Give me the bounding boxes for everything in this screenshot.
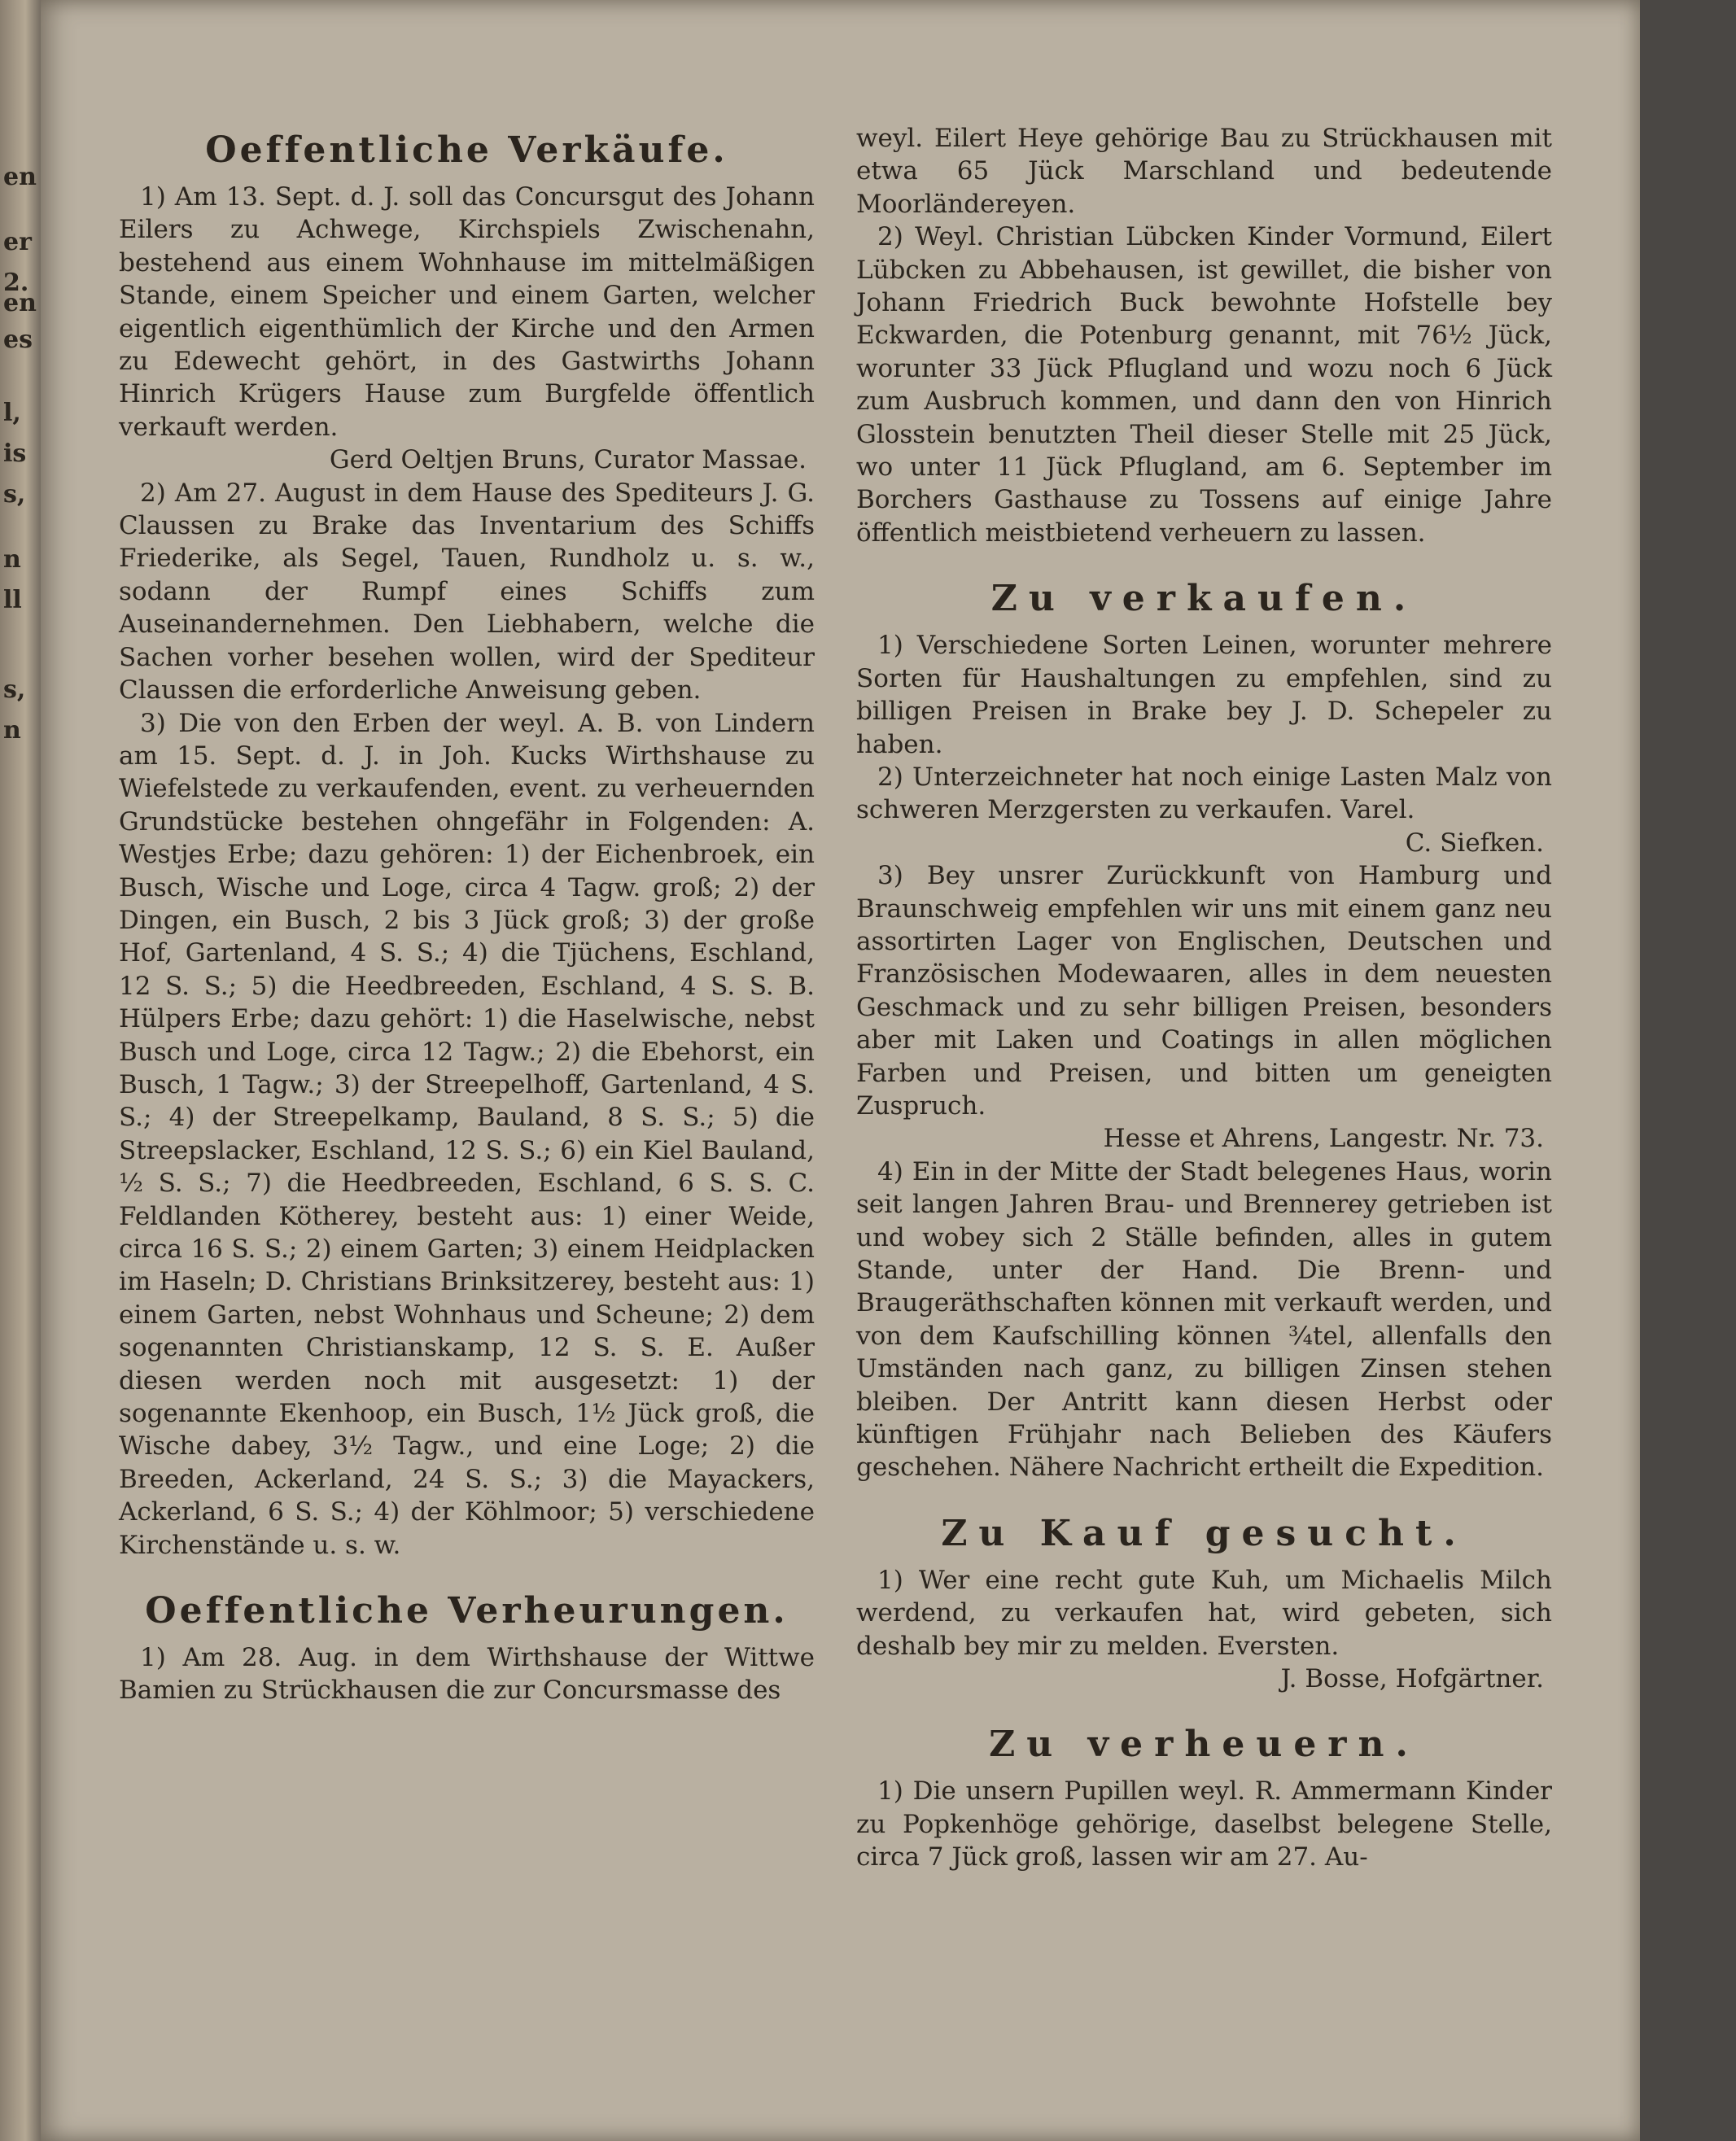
- notice-signature: Gerd Oeltjen Bruns, Curator Massae.: [329, 445, 807, 475]
- left-column: [119, 122, 815, 1707]
- margin-fragment: en: [3, 289, 37, 317]
- margin-fragment: es: [3, 326, 33, 354]
- section-heading-public-rentals: Oeffentliche Verheurungen.: [145, 1590, 789, 1632]
- margin-fragment: en: [3, 163, 37, 191]
- notice-sale-3: 3) Die von den Erben der weyl. A. B. von Lindern am 15. Sept. d. J. in Joh. Kucks Wirthshause zu Wiefelstede zu verkaufenden, event. zu verheuernden Grundstücke bestehen ohngefähr in Folgenden: A. Westjes Erbe; dazu gehören: 1) der Eichenbroek, ein Busch, Wische und Loge, circa 4 Tagw. groß; 2) der Dingen, ein Busch, 2 bis 3 Jück groß; 3) der große Hof, Gartenland, 4 S. S.; 4) die Tjüchens, Eschland, 12 S. S.; 5) die Heedbreeden, Eschland, 4 S. S. B. Hülpers Erbe; dazu gehört: 1) die Haselwische, nebst Busch und Loge, circa 12 Tagw.; 2) die Ebehorst, ein Busch, 1 Tagw.; 3) der Streepelhoff, Gartenland, 4 S. S.; 4) der Streepelkamp, Bauland, 8 S. S.; 5) die Streepslacker, Eschland, 12 S. S.; 6) ein Kiel Bauland, ½ S. S.; 7) die Heedbreeden, Eschland, 6 S. S. C. Feldlanden Kötherey, besteht aus: 1) einer Weide, circa 16 S. S.; 2) einem Garten; 3) einem Heidplacken im Haseln; D. Christians Brinksitzerey, besteht aus: 1) einem Garten, nebst Wohnhaus und Scheune; 2) dem sogenannten Christianskamp, 12 S. S. E. Außer diesen werden noch mit ausgesetzt: 1) der sogenannte Ekenhoop, ein Busch, 1½ Jück groß, die Wische dabey, 3½ Tagw., und eine Loge; 2) die Breeden, Ackerland, 24 S. S.; 3) die Mayackers, Ackerland, 6 S. S.; 4) der Köhlmoor; 5) verschiedene Kirchenstände u. s. w.: [119, 708, 815, 1560]
- notice-to-let-1: 1) Die unsern Pupillen weyl. R. Ammermann Kinder zu Popkenhöge gehörige, daselbst belegene Stelle, circa 7 Jück groß, lassen wir am 27. Au-: [856, 1776, 1552, 1872]
- notice-for-sale-3: 3) Bey unsrer Zurückkunft von Hamburg und Braunschweig empfehlen wir uns mit einem ganz neu assortirten Lager von Englischen, Deutschen und Französischen Modewaaren, alles in dem neuesten Geschmack und zu sehr billigen Preisen, besonders aber mit Laken und Coatings in allen möglichen Farben und Preisen, und bitten um geneigten Zuspruch.: [856, 861, 1552, 1121]
- notice-signature: J. Bosse, Hofgärtner.: [1280, 1664, 1544, 1694]
- margin-fragment: 2.: [3, 269, 29, 297]
- notice-rental-2: 2) Weyl. Christian Lübcken Kinder Vormund, Eilert Lübcken zu Abbehausen, ist gewillet, die bisher von Johann Friedrich Buck bewohnte Hofstelle bey Eckwarden, die Potenburg genannt, mit 76½ Jück, worunter 33 Jück Pflugland und wozu noch 6 Jück zum Ausbruch kommen, und dann den von Hinrich Glosstein benutzten Theil dieser Stelle mit 25 Jück, wo unter 11 Jück Pflugland, am 6. September im Borchers Gasthause zu Tossens auf einige Jahre öffentlich meistbietend verheuern zu lassen.: [856, 222, 1552, 548]
- notice-sale-1: 1) Am 13. Sept. d. J. soll das Concursgut des Johann Eilers zu Achwege, Kirchspiels Zwischenahn, bestehend aus einem Wohnhause im mittelmäßigen Stande, einem Speicher und einem Garten, welcher eigentlich eigenthümlich der Kirche und den Armen zu Edewecht gehört, in des Gastwirths Johann Hinrich Krügers Hause zum Burgfelde öffentlich verkauft werden.: [119, 182, 815, 442]
- margin-fragment: ll: [3, 586, 22, 614]
- section-heading-wanted: Zu Kauf gesucht.: [941, 1512, 1467, 1554]
- margin-fragment: is: [3, 439, 27, 468]
- notice-rental-1-continued: weyl. Eilert Heye gehörige Bau zu Strückhausen mit etwa 65 Jück Marschland und bedeutende Moorländereyen.: [856, 124, 1552, 219]
- section-heading-public-sales: Oeffentliche Verkäufe.: [205, 129, 728, 171]
- notice-sale-2: 2) Am 27. August in dem Hause des Spediteurs J. G. Claussen zu Brake das Inventarium des Schiffs Friederike, als Segel, Tauen, Rundholz u. s. w., sodann der Rumpf eines Schiffs zum Auseinandernehmen. Den Liebhabern, welche die Sachen vorher besehen wollen, wird der Spediteur Claussen die erforderliche Anweisung geben.: [119, 478, 815, 706]
- adjacent-page-edge: [0, 0, 42, 2141]
- margin-fragment: l,: [3, 399, 21, 427]
- section-heading-for-sale: Zu verkaufen.: [990, 578, 1418, 620]
- section-heading-to-let: Zu verheuern.: [989, 1724, 1419, 1766]
- margin-fragment: s,: [3, 480, 26, 509]
- notice-wanted-1: 1) Wer eine recht gute Kuh, um Michaelis Milch werdend, zu verkaufen hat, wird gebeten, sich deshalb bey mir zu melden. Eversten.: [856, 1565, 1552, 1661]
- notice-signature: Hesse et Ahrens, Langestr. Nr. 73.: [1103, 1124, 1544, 1154]
- newspaper-page: [41, 0, 1640, 2141]
- margin-fragment: s,: [3, 675, 26, 704]
- notice-for-sale-4: 4) Ein in der Mitte der Stadt belegenes Haus, worin seit langen Jahren Brau- und Brennerey getrieben ist und wobey sich 2 Ställe befinden, alles in gutem Stande, unter der Hand. Die Brenn- und Braugeräthschaften können mit verkauft werden, und von dem Kaufschilling können ¾tel, allenfalls den Umständen nach ganz, zu billigen Zinsen stehen bleiben. Der Antritt kann diesen Herbst oder künftigen Frühjahr nach Belieben des Käufers geschehen. Nähere Nachricht ertheilt die Expedition.: [856, 1156, 1552, 1483]
- right-column: [856, 122, 1552, 1874]
- notice-for-sale-1: 1) Verschiedene Sorten Leinen, worunter mehrere Sorten für Haushaltungen zu empfehlen, sind zu billigen Preisen in Brake bey J. D. Schepeler zu haben.: [856, 631, 1552, 759]
- margin-fragment: n: [3, 545, 21, 574]
- notice-for-sale-2: 2) Unterzeichneter hat noch einige Lasten Malz von schweren Merzgersten zu verkaufen. Varel.: [856, 762, 1552, 825]
- margin-fragment: er: [3, 228, 32, 256]
- notice-rental-1: 1) Am 28. Aug. in dem Wirthshause der Wittwe Bamien zu Strückhausen die zur Concursmasse des: [119, 1643, 815, 1706]
- margin-fragment: n: [3, 716, 21, 745]
- notice-signature: C. Siefken.: [1405, 828, 1544, 858]
